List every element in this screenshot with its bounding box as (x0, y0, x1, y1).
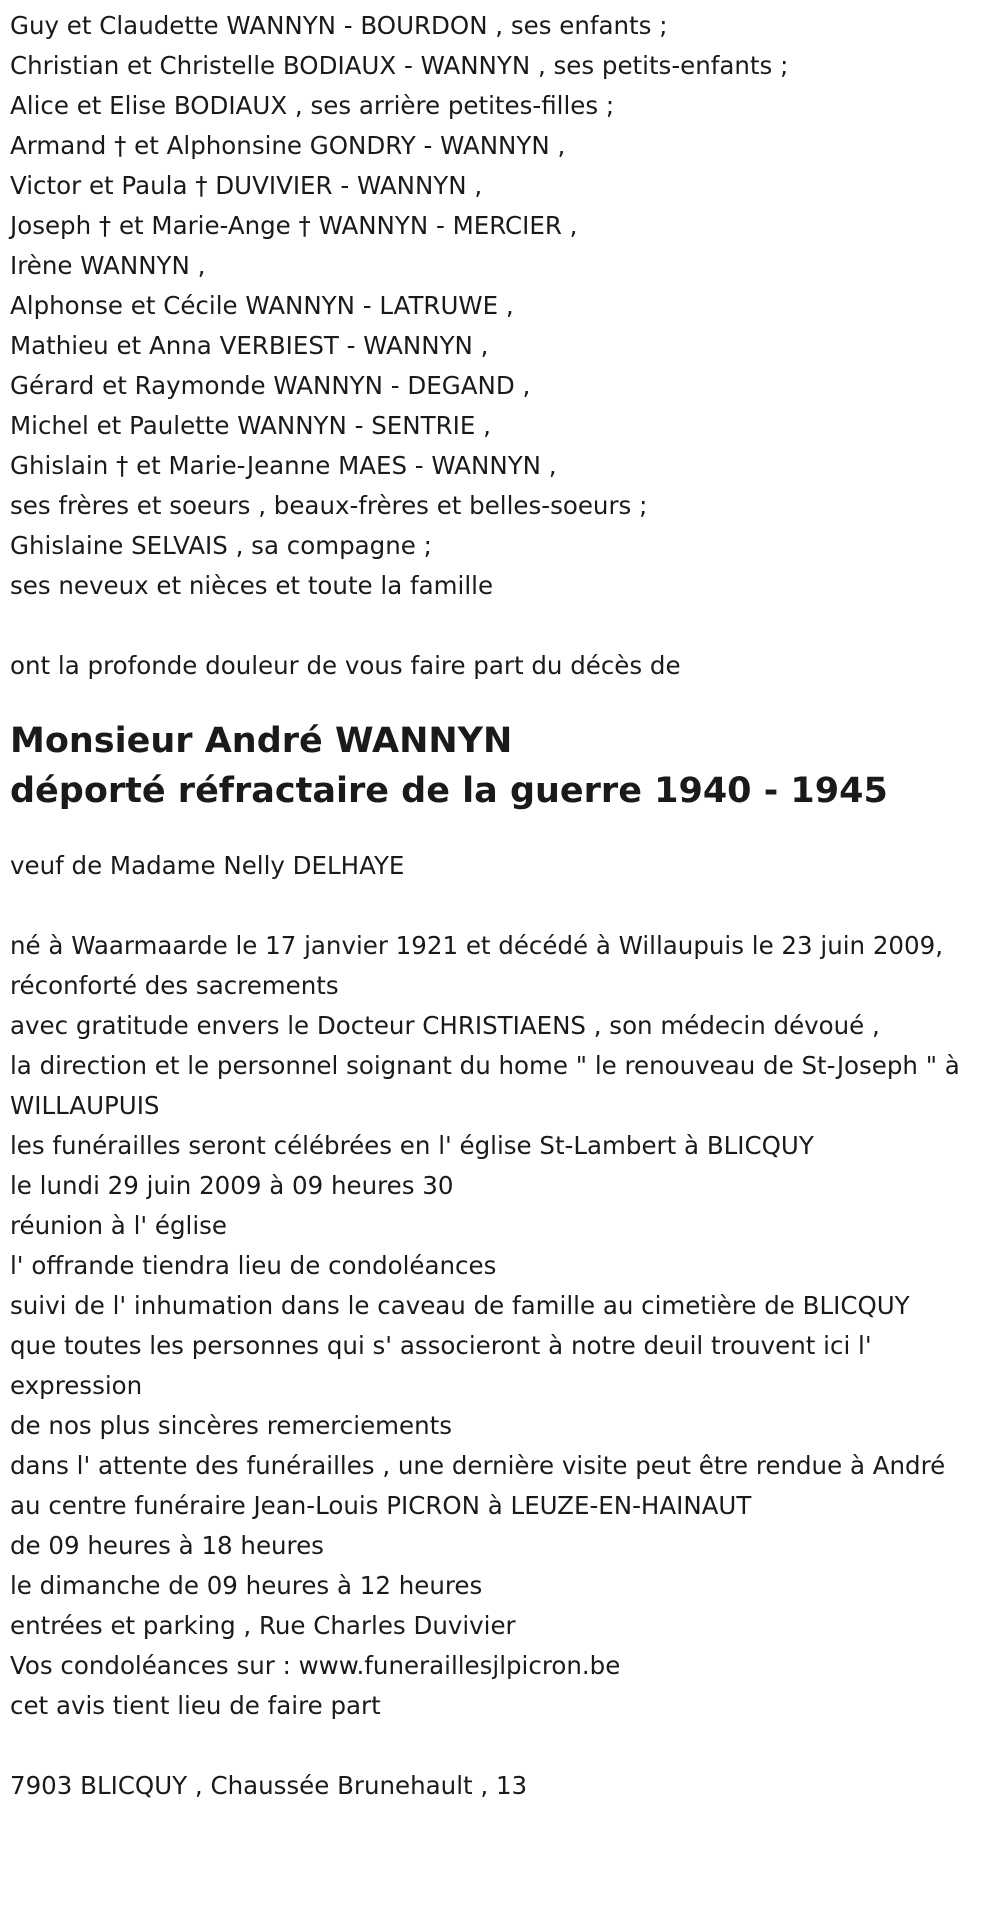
spacer (10, 816, 1000, 846)
family-line: Gérard et Raymonde WANNYN - DEGAND , (10, 371, 531, 400)
family-line: Alice et Elise BODIAUX , ses arrière petites-filles ; (10, 91, 615, 120)
family-line: ses neveux et nièces et toute la famille (10, 571, 494, 600)
family-line: Christian et Christelle BODIAUX - WANNYN , ses petits-enfants ; (10, 51, 789, 80)
family-line: Joseph † et Marie-Ange † WANNYN - MERCIER , (10, 211, 578, 240)
detail-line: de 09 heures à 18 heures (10, 1531, 324, 1560)
family-line: ses frères et soeurs , beaux-frères et belles-soeurs ; (10, 491, 648, 520)
spacer (10, 886, 1000, 926)
detail-line: réconforté des sacrements (10, 971, 339, 1000)
detail-line: suivi de l' inhumation dans le caveau de famille au cimetière de BLICQUY (10, 1291, 910, 1320)
spacer (10, 606, 1000, 646)
family-line: Mathieu et Anna VERBIEST - WANNYN , (10, 331, 489, 360)
detail-line: avec gratitude envers le Docteur CHRISTIAENS , son médecin dévoué , (10, 1011, 880, 1040)
family-line: Alphonse et Cécile WANNYN - LATRUWE , (10, 291, 514, 320)
detail-line: de nos plus sincères remerciements (10, 1411, 452, 1440)
detail-line: Vos condoléances sur : www.funeraillesjlpicron.be (10, 1651, 621, 1680)
detail-line: dans l' attente des funérailles , une dernière visite peut être rendue à André (10, 1451, 946, 1480)
detail-line: entrées et parking , Rue Charles Duvivier (10, 1611, 516, 1640)
detail-line: l' offrande tiendra lieu de condoléances (10, 1251, 497, 1280)
family-line: Irène WANNYN , (10, 251, 206, 280)
detail-line: au centre funéraire Jean-Louis PICRON à LEUZE-EN-HAINAUT (10, 1491, 752, 1520)
detail-line: cet avis tient lieu de faire part (10, 1691, 381, 1720)
deceased-subtitle: déporté réfractaire de la guerre 1940 - 1945 (10, 771, 888, 811)
detail-line: les funérailles seront célébrées en l' église St-Lambert à BLICQUY (10, 1131, 814, 1160)
family-line: Armand † et Alphonsine GONDRY - WANNYN , (10, 131, 566, 160)
detail-line: né à Waarmaarde le 17 janvier 1921 et décédé à Willaupuis le 23 juin 2009, (10, 931, 943, 960)
spacer (10, 1726, 1000, 1766)
detail-line: réunion à l' église (10, 1211, 227, 1240)
family-line: Ghislaine SELVAIS , sa compagne ; (10, 531, 432, 560)
announcement-text: ont la profonde douleur de vous faire part du décès de (10, 651, 681, 680)
spacer (10, 686, 1000, 716)
detail-line: le dimanche de 09 heures à 12 heures (10, 1571, 483, 1600)
family-line: Victor et Paula † DUVIVIER - WANNYN , (10, 171, 483, 200)
widower-text: veuf de Madame Nelly DELHAYE (10, 851, 405, 880)
family-line: Ghislain † et Marie-Jeanne MAES - WANNYN , (10, 451, 557, 480)
detail-line: le lundi 29 juin 2009 à 09 heures 30 (10, 1171, 454, 1200)
detail-line: que toutes les personnes qui s' associeront à notre deuil trouvent ici l' expression (10, 1331, 872, 1400)
address-text: 7903 BLICQUY , Chaussée Brunehault , 13 (10, 1771, 528, 1800)
details-list (10, 926, 1000, 1726)
family-list (10, 6, 1000, 606)
deceased-name: Monsieur André WANNYN (10, 721, 513, 761)
family-line: Guy et Claudette WANNYN - BOURDON , ses enfants ; (10, 11, 668, 40)
family-line: Michel et Paulette WANNYN - SENTRIE , (10, 411, 491, 440)
detail-line: la direction et le personnel soignant du home " le renouveau de St-Joseph " à WILLAUPUIS (10, 1051, 960, 1120)
